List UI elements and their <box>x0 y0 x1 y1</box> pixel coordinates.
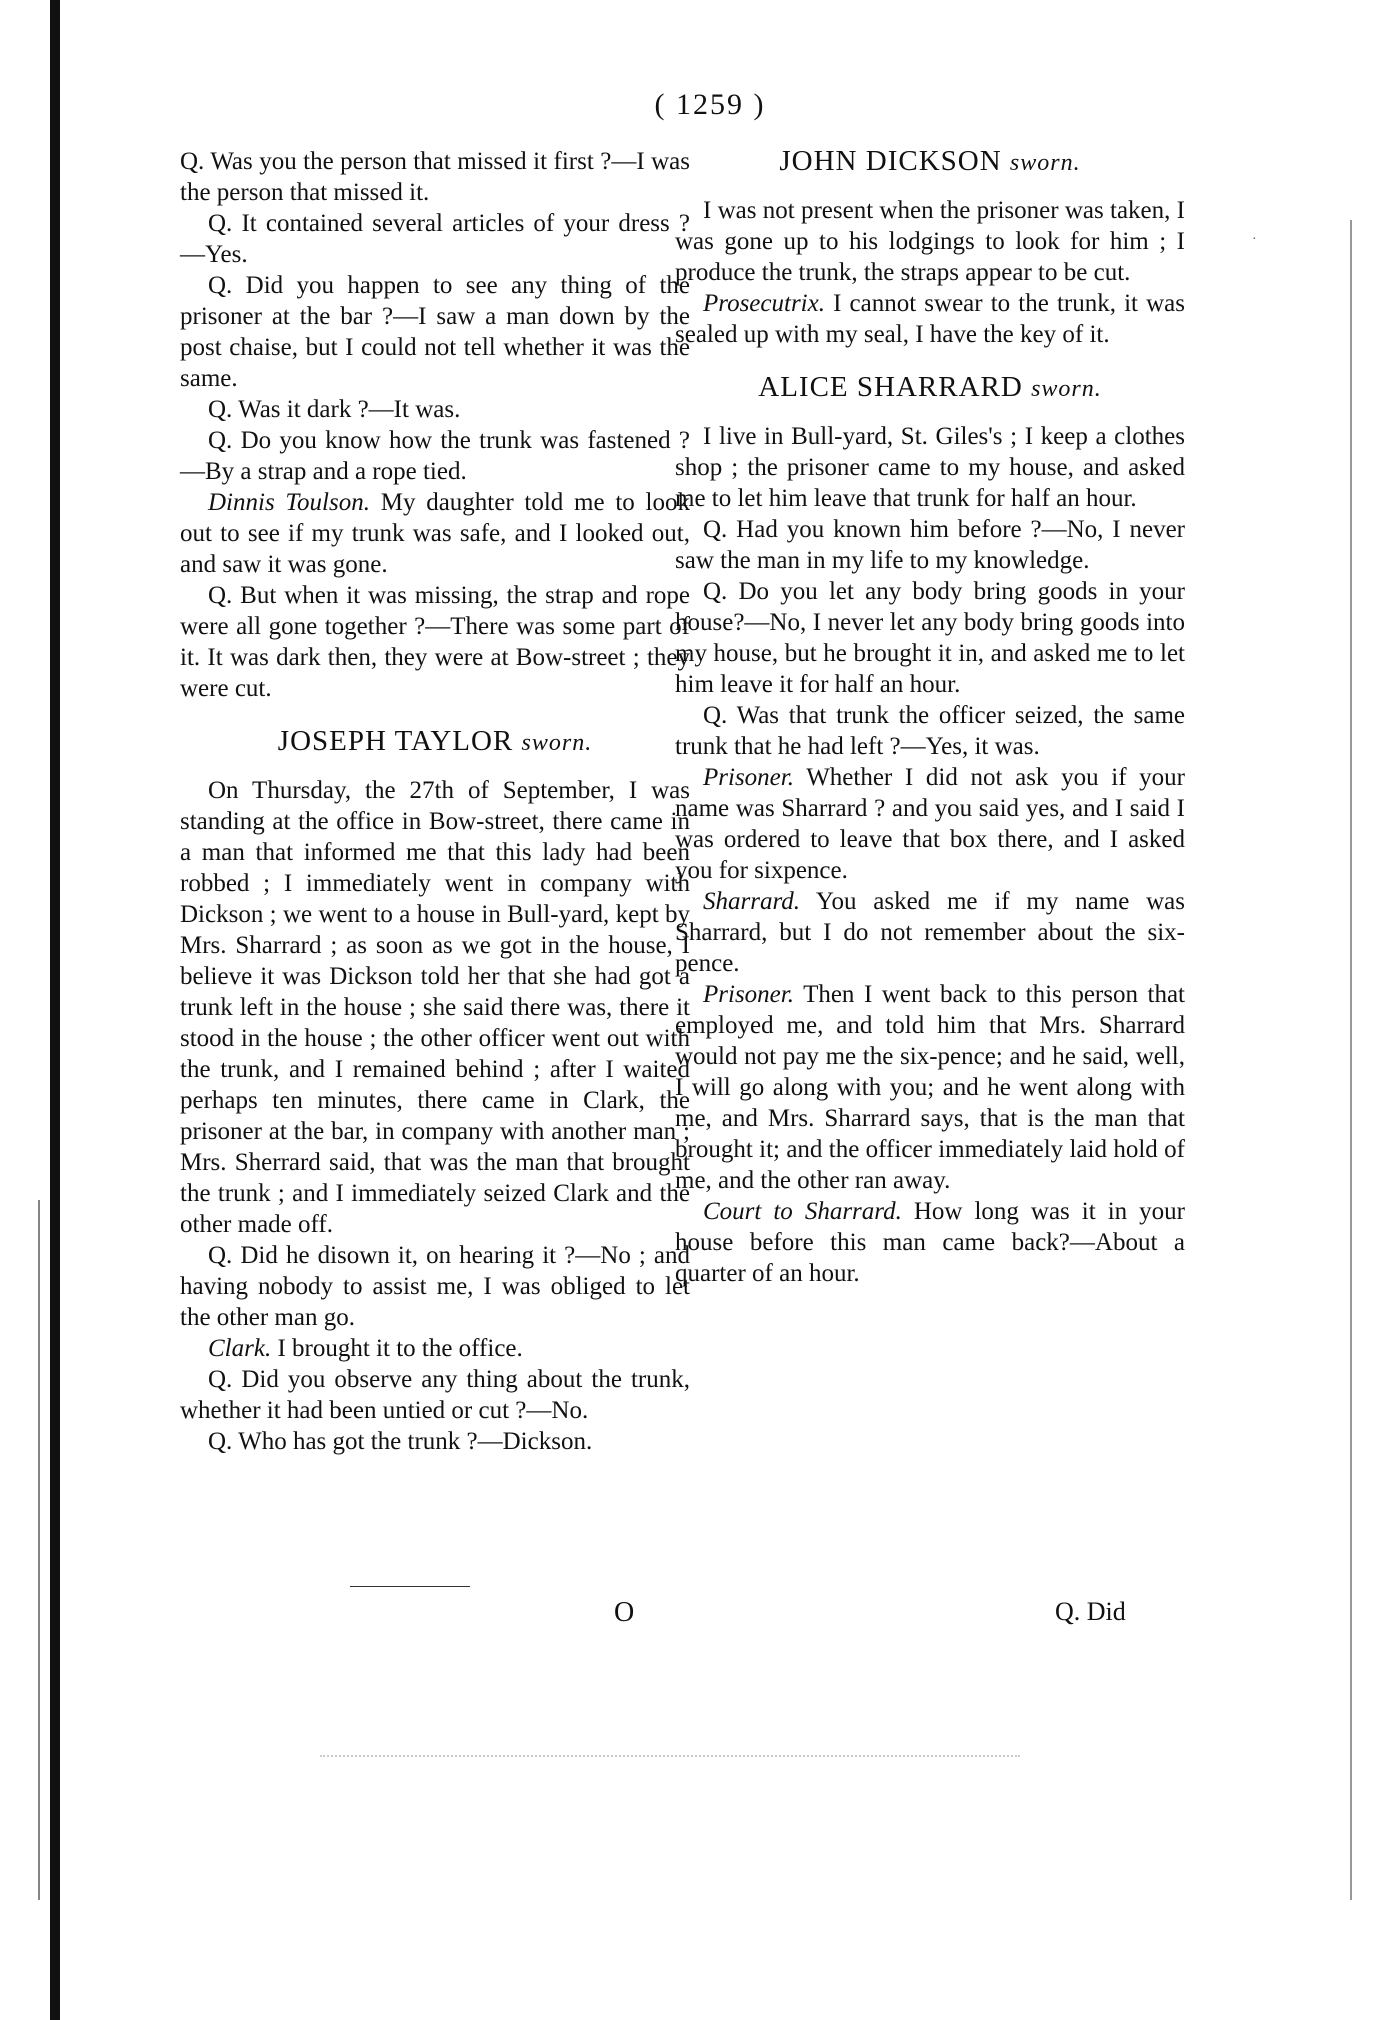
margin-mark: · <box>1252 232 1257 247</box>
speaker-name: Prisoner. <box>703 981 794 1008</box>
witness-name: JOSEPH TAYLOR <box>277 725 514 757</box>
paragraph: Q. Was it dark ?—It was. <box>208 396 461 423</box>
paragraph: Q. Did you observe any thing about the trunk, whether it had been untied or cut ?—No. <box>180 1366 690 1424</box>
witness-name: ALICE SHARRARD <box>758 371 1023 403</box>
sworn-label: sworn. <box>1031 376 1102 402</box>
paragraph: Q. But when it was missing, the strap and rope were all gone together ?—There was some part of it. It was dark then, they were at Bow-street ; they were cut. <box>180 582 690 702</box>
paragraph: Q. It contained several articles of your dress ?—Yes. <box>180 210 690 268</box>
paragraph: Q. Had you known him before ?—No, I never saw the man in my life to my knowledge. <box>675 516 1185 574</box>
page-number: ( 1259 ) <box>654 88 766 121</box>
page-smudge <box>320 1755 1020 1759</box>
paragraph: Q. Did you happen to see any thing of the prisoner at the bar ?—I saw a man down by the post chaise, but I could not tell whether it was the same. <box>180 272 690 392</box>
speaker-name: Prisoner. <box>703 764 794 791</box>
speaker-name: Court to Sharrard. <box>703 1198 902 1225</box>
section-rule <box>350 1586 470 1587</box>
speaker-name: Prosecutrix. <box>703 290 825 317</box>
witness-heading <box>675 146 1185 179</box>
sworn-label: sworn. <box>1009 150 1081 176</box>
testimony-paragraph <box>675 1196 1185 1289</box>
binding-shadow <box>38 1200 40 1900</box>
witness-heading <box>675 372 1185 405</box>
right-column <box>675 146 1185 1289</box>
speaker-name: Clark. <box>208 1335 272 1362</box>
paragraph: On Thursday, the 27th of September, I was standing at the office in Bow-street, there came in a man that informed me that this lady had been robbed ; I immediately went in company with Dickson ; we went to a house in Bull-yard, kept by Mrs. Sharrard ; as soon as we got in the house, I believe it was Dickson told her that she had got a trunk left in the house ; she said there was, there it stood in the house ; the other officer went out with the trunk, and I remained behind ; after I waited perhaps ten minutes, there came in Clark, the prisoner at the bar, in company with another man ; Mrs. Sherrard said, that was the man that brought the trunk ; and I immediately seized Clark and the other made off. <box>180 777 690 1238</box>
testimony-paragraph <box>180 487 690 580</box>
binding-edge <box>50 0 60 2020</box>
testimony-text: Then I went back to this person that employed me, and told him that Mrs. Sharrard would not pay me the six-pence; and he said, well, I will go along with you; and he went along with me, and Mrs. Sharrard says, that is the man that brought it; and the officer immediately laid hold of me, and the other ran away. <box>675 981 1185 1194</box>
testimony-text: My daughter told me to look out to see if my trunk was safe, and I looked out, and saw it was gone. <box>180 489 690 578</box>
speaker-name: Dinnis Toulson. <box>208 489 370 516</box>
witness-heading <box>180 726 690 759</box>
testimony-text: Whether I did not ask you if your name was Sharrard ? and you said yes, and I said I was ordered to leave that box there, and I asked you for sixpence. <box>675 764 1185 884</box>
page-edge-rule <box>1350 220 1352 1900</box>
paragraph: Q. Who has got the trunk ?—Dickson. <box>208 1428 593 1455</box>
speaker-name: Sharrard. <box>703 888 801 915</box>
sworn-label: sworn. <box>521 730 593 756</box>
left-column <box>180 146 690 1457</box>
paragraph: Q. Was that trunk the officer seized, the same trunk that he had left ?—Yes, it was. <box>675 702 1185 760</box>
testimony-text: How long was it in your house before this man came back?—About a quarter of an hour. <box>675 1198 1185 1287</box>
paragraph: Q. Do you let any body bring goods in your house?—No, I never let any body bring goods into my house, but he brought it in, and asked me to let him leave it for half an hour. <box>675 578 1185 698</box>
testimony-text: You asked me if my name was Sharrard, but I do not remember about the six-pence. <box>675 888 1185 977</box>
testimony-paragraph <box>180 1333 690 1364</box>
catchword: Q. Did <box>1055 1597 1126 1626</box>
paragraph: Q. Do you know how the trunk was fastened ?—By a strap and a rope tied. <box>180 427 690 485</box>
testimony-text: I brought it to the office. <box>271 1335 523 1362</box>
testimony-text: I cannot swear to the trunk, it was sealed up with my seal, I have the key of it. <box>675 290 1185 348</box>
testimony-paragraph <box>675 288 1185 350</box>
testimony-paragraph <box>675 979 1185 1196</box>
testimony-paragraph <box>675 762 1185 886</box>
paragraph: Q. Was you the person that missed it first ?—I was the person that missed it. <box>180 148 690 206</box>
paragraph: I was not present when the prisoner was taken, I was gone up to his lodgings to look for him ; I produce the trunk, the straps appear to be cut. <box>675 197 1185 286</box>
testimony-paragraph <box>675 886 1185 979</box>
paragraph: I live in Bull-yard, St. Giles's ; I keep a clothes shop ; the prisoner came to my house, and asked me to let him leave that trunk for half an hour. <box>675 423 1185 512</box>
signature-mark: O <box>614 1597 635 1628</box>
witness-name: JOHN DICKSON <box>779 145 1002 177</box>
paragraph: Q. Did he disown it, on hearing it ?—No ; and having nobody to assist me, I was obliged to let the other man go. <box>180 1242 690 1331</box>
